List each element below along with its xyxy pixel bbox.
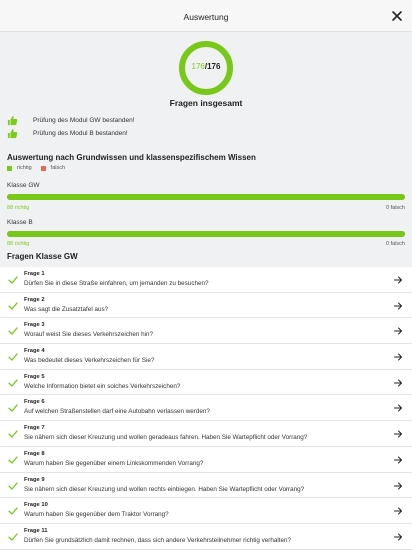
question-row[interactable] [0,421,412,447]
wrong-count-b: 0 falsch [386,241,405,247]
question-text: Was bedeutet dieses Verkehrszeichen für Sie? [24,357,155,365]
question-label: Frage 3 [24,322,45,329]
legend-swatch-correct [7,166,12,171]
question-label: Frage 1 [24,271,45,277]
arrow-right-icon[interactable] [393,352,403,362]
breakdown-title: Auswertung nach Grundwissen und klassenspezifischem Wissen [7,153,256,162]
arrow-right-icon[interactable] [393,326,403,336]
passed-item-b [7,127,128,139]
question-text: Warum haben Sie gegenüber einem Linkskommenden Vorrang? [24,459,204,467]
check-icon [8,455,18,465]
score-total: 176 [207,62,221,71]
arrow-right-icon[interactable] [393,301,403,311]
question-row[interactable] [0,473,412,499]
question-text: Worauf weist Sie dieses Verkehrszeichen hin? [24,331,154,339]
passed-item-gw [7,114,135,126]
question-label: Frage 10 [24,502,48,509]
legend-label-correct: richtig [17,165,32,171]
arrow-right-icon[interactable] [393,506,403,516]
close-icon[interactable] [390,9,404,23]
page-title: Auswertung [183,12,229,22]
check-icon [8,275,18,285]
question-label: Frage 6 [24,399,45,406]
thumbs-up-icon [7,115,18,126]
question-text: Was sagt die Zusatztafel aus? [24,305,109,313]
legend-label-wrong: falsch [50,165,66,171]
check-icon [8,506,18,516]
check-icon [8,403,18,413]
arrow-right-icon[interactable] [393,378,403,388]
question-list [0,267,412,550]
check-icon [8,378,18,388]
score-ring [178,40,234,96]
question-row[interactable] [0,498,412,524]
question-text: Welche Information bietet ein solches Verkehrszeichen? [24,382,181,390]
question-row[interactable] [0,344,412,370]
question-row[interactable] [0,370,412,396]
question-label: Frage 11 [24,527,48,534]
legend [7,165,65,171]
arrow-right-icon[interactable] [393,532,403,542]
header-bar [0,0,412,32]
question-row[interactable] [0,293,412,319]
arrow-right-icon[interactable] [393,429,403,439]
arrow-right-icon[interactable] [393,403,403,413]
question-label: Frage 4 [24,348,45,355]
question-row[interactable] [0,267,412,293]
progress-fill-b [7,231,405,237]
check-icon [8,352,18,362]
check-icon [8,532,18,542]
class-label-b: Klasse B [7,219,33,226]
wrong-count-gw: 0 falsch [386,205,405,211]
question-row[interactable] [0,395,412,421]
arrow-right-icon[interactable] [393,455,403,465]
passed-text: Prüfung des Modul GW bestanden! [33,116,135,124]
question-label: Frage 2 [24,296,45,303]
arrow-right-icon[interactable] [393,481,403,491]
class-label-gw: Klasse GW [7,182,40,189]
legend-swatch-wrong [41,166,46,171]
correct-count-gw: 88 richtig [7,205,30,211]
question-text: Sie nähern sich dieser Kreuzung und wollen rechts einbiegen. Haben Sie Wartepflicht oder Vorrang? [24,485,305,493]
progress-fill-gw [7,194,405,200]
question-label: Frage 5 [24,373,45,380]
passed-text: Prüfung des Modul B bestanden! [33,129,128,137]
question-text: Warum haben Sie gegenüber dem Traktor Vorrang? [24,511,169,519]
progress-bar-gw [7,194,405,200]
check-icon [8,301,18,311]
question-text: Dürfen Sie grundsätzlich damit rechnen, dass sich andere Verkehrsteilnehmer richtig verhalten? [24,536,292,544]
score-text: 176/176 [191,62,221,71]
question-label: Frage 9 [24,476,45,483]
progress-bar-b [7,231,405,237]
question-text: Auf welchen Straßenstellen darf eine Autobahn verlassen werden? [24,408,210,416]
question-text: Sie nähern sich dieser Kreuzung und wollen geradeaus fahren. Haben Sie Wartepflicht oder Vorrang? [24,434,308,442]
question-row[interactable] [0,447,412,473]
correct-count-b: 88 richtig [7,241,30,247]
thumbs-up-icon [7,128,18,139]
check-icon [8,481,18,491]
score-caption: Fragen insgesamt [169,98,243,108]
arrow-right-icon[interactable] [393,275,403,285]
question-label: Frage 8 [24,450,45,457]
questions-title: Fragen Klasse GW [7,252,78,261]
question-row[interactable] [0,524,412,550]
question-row[interactable] [0,318,412,344]
check-icon [8,429,18,439]
question-text: Dürfen Sie in diese Straße einfahren, um jemanden zu besuchen? [24,280,209,287]
check-icon [8,326,18,336]
question-label: Frage 7 [24,425,45,432]
score-correct: 176 [191,62,205,71]
